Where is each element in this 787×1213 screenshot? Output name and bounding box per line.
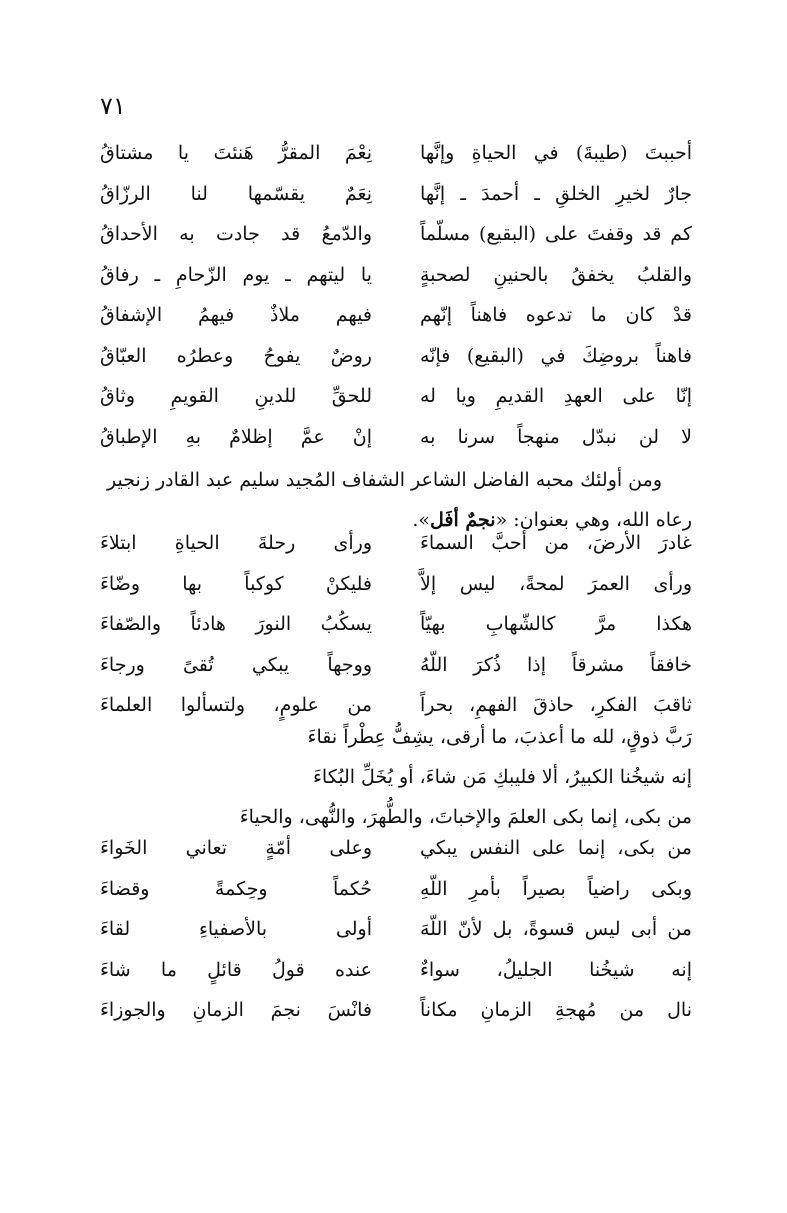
page-number: ٧١ [100, 92, 126, 120]
verse-line [100, 613, 692, 654]
verse-first-hemistich: إنه شيخُنا الجليلُ، سواءٌ [420, 958, 692, 981]
intro-prefix: رعاه الله، وهي بعنوان: « [495, 509, 692, 531]
intro-suffix: ». [412, 509, 431, 531]
verse-line [100, 959, 692, 1000]
prose-line: رَبَّ ذوقٍ، لله ما أعذبَ، ما أرقى، يشِفُّ عِطْراً نقاءَ [307, 726, 692, 748]
poem-section-2 [100, 532, 692, 735]
verse-line [100, 385, 692, 426]
verse-line [100, 304, 692, 345]
intro-paragraph [100, 460, 692, 540]
verse-line [100, 264, 692, 305]
verse-second-hemistich: نِعَمٌ يقسّمها لنا الرزّاقُ [100, 182, 372, 205]
prose-lines [100, 717, 692, 837]
verse-second-hemistich: يسكُبُ النورَ هادئاً والصّفاءَ [100, 613, 372, 635]
verse-second-hemistich: إنْ عمَّ إظلامٌ بهِ الإطباقُ [100, 425, 372, 448]
verse-second-hemistich: للحقِّ للدينِ القويمِ وثاقُ [100, 385, 372, 407]
verse-line [100, 183, 692, 224]
verse-line [100, 837, 692, 878]
verse-first-hemistich: من بكى، إنما على النفس يبكي [420, 837, 692, 859]
verse-second-hemistich: فيهم ملاذٌ فيهمُ الإشفاقُ [100, 304, 372, 326]
verse-line [100, 573, 692, 614]
verse-first-hemistich: غادرَ الأرضَ، من أحبَّ السماءَ [420, 532, 692, 554]
intro-line: ومن أولئك محبه الفاضل الشاعر الشفاف المُجيد سليم عبد القادر زنجير [107, 469, 662, 491]
prose-line: إنه شيخُنا الكبيرُ، ألا فليبكِ مَن شاءَ، أو يُخَلِّ البُكاءَ [313, 766, 692, 788]
verse-first-hemistich: أحببتَ (طيبةَ) في الحياةِ وإنَّها [420, 142, 692, 164]
verse-first-hemistich: فاهناً بروضِكَ في (البقيع) فإنّه [420, 344, 692, 367]
verse-second-hemistich: ووجهاً يبكي تُقىً ورجاءَ [100, 653, 372, 676]
verse-first-hemistich: من أبى ليس قسوةً، بل لأنّ اللّهَ [420, 918, 692, 940]
verse-line [100, 345, 692, 386]
verse-second-hemistich: والدّمعُ قد جادت به الأحداقُ [100, 223, 372, 245]
verse-first-hemistich: إنّا على العهدِ القديمِ ويا له [420, 385, 692, 407]
verse-line [100, 142, 692, 183]
verse-second-hemistich: ورأى رحلةَ الحياةِ ابتلاءَ [100, 532, 372, 554]
verse-line [100, 878, 692, 919]
verse-line [100, 918, 692, 959]
verse-second-hemistich: نِعْمَ المقرُّ هَنئتَ يا مشتاقُ [100, 142, 372, 164]
verse-first-hemistich: ورأى العمرَ لمحةً، ليس إلاَّ [420, 572, 692, 595]
verse-first-hemistich: كم قد وقفتَ على (البقيع) مسلّماً [420, 223, 692, 245]
verse-second-hemistich: روضٌ يفوحُ وعطرُه العبّاقُ [100, 344, 372, 367]
verse-second-hemistich: حُكماً وحِكمةً وقضاءَ [100, 877, 372, 900]
verse-second-hemistich: يا ليتهم ـ يوم الزّحامِ ـ رفاقُ [100, 263, 372, 286]
poem-title: نجمٌ أفَل [430, 509, 496, 531]
verse-first-hemistich: وبكى راضياً بصيراً بأمرِ اللّهِ [420, 877, 692, 900]
verse-first-hemistich: والقلبُ يخفقُ بالحنينِ لصحبةٍ [420, 263, 692, 286]
verse-line [100, 999, 692, 1040]
verse-second-hemistich: عنده قولُ قائلٍ ما شاءَ [100, 958, 372, 981]
poem-section-1 [100, 142, 692, 466]
verse-second-hemistich: أولى بالأصفياءِ لقاءَ [100, 918, 372, 940]
poem-section-3 [100, 837, 692, 1040]
verse-first-hemistich: خافقاً مشرقاً إذا ذُكرَ اللّهُ [420, 653, 692, 676]
verse-second-hemistich: فليكنْ كوكباً بها وضّاءَ [100, 572, 372, 595]
prose-line: من بكى، إنما بكى العلمَ والإخباتَ، والطُّهرَ، والنُّهى، والحياءَ [239, 806, 692, 828]
verse-line [100, 532, 692, 573]
verse-line [100, 223, 692, 264]
verse-line [100, 654, 692, 695]
verse-first-hemistich: ثاقبَ الفكرِ، حاذقَ الفهمِ، بحراً [420, 694, 692, 716]
verse-first-hemistich: نال من مُهجةِ الزمانِ مكاناً [420, 999, 692, 1021]
verse-first-hemistich: هكذا مرَّ كالشّهابِ بهيّاً [420, 613, 692, 635]
verse-first-hemistich: قدْ كان ما تدعوه فاهناً إنّهم [420, 304, 692, 326]
verse-second-hemistich: من علومٍ، ولتسألوا العلماءَ [100, 694, 372, 716]
verse-second-hemistich: وعلى أمّةٍ تعاني الخَواءَ [100, 837, 372, 859]
verse-first-hemistich: جارٌ لخيرِ الخلقِ ـ أحمدَ ـ إنَّها [420, 182, 692, 205]
verse-second-hemistich: فانْسَ نجمَ الزمانِ والجوزاءَ [100, 999, 372, 1021]
verse-first-hemistich: لا لن نبدّل منهجاً سرنا به [420, 425, 692, 448]
